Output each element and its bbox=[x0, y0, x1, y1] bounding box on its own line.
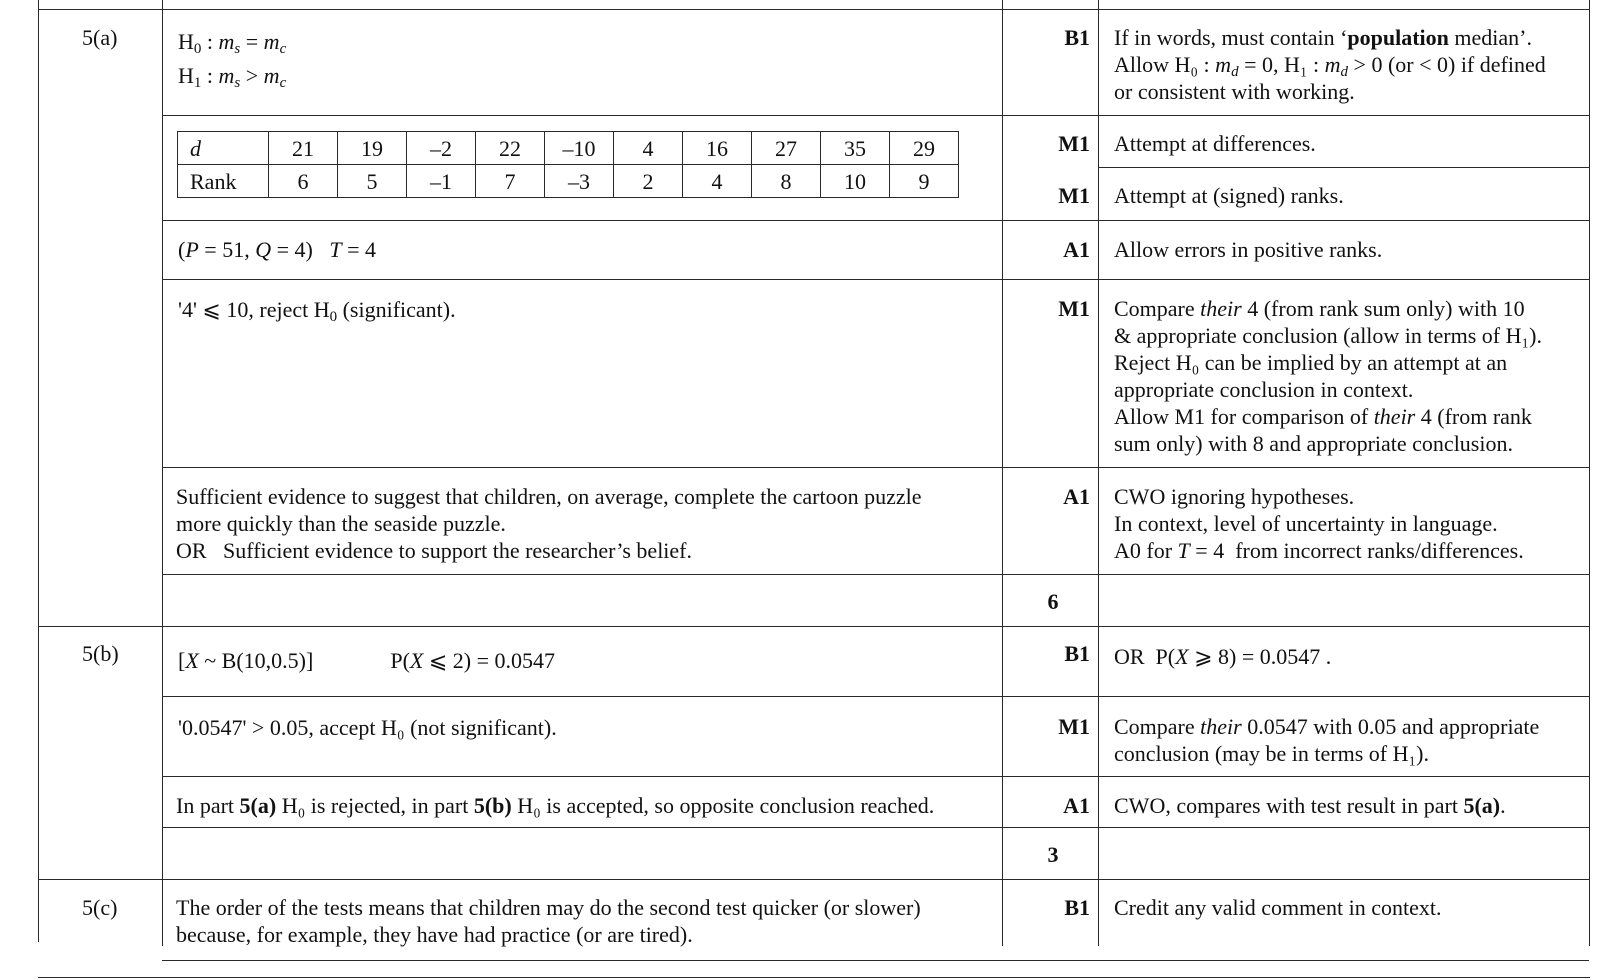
top-border bbox=[38, 9, 1590, 10]
mark-comparison: M1 bbox=[1058, 296, 1090, 321]
mark-binomial-comparison: M1 bbox=[1058, 714, 1090, 739]
difference-cell: 35 bbox=[821, 132, 890, 165]
difference-cell: 22 bbox=[476, 132, 545, 165]
mark-binomial: B1 bbox=[1064, 641, 1090, 666]
mark-conclusion: A1 bbox=[1063, 484, 1090, 509]
bottom-border bbox=[38, 977, 1590, 978]
difference-cell: 4 bbox=[614, 132, 683, 165]
mark-order-effect: B1 bbox=[1064, 895, 1090, 920]
difference-cell: 16 bbox=[683, 132, 752, 165]
question-label-5b: 5(b) bbox=[82, 641, 119, 666]
left-border bbox=[38, 0, 39, 942]
answer-column-left bbox=[162, 0, 163, 946]
section-divider bbox=[38, 879, 1590, 880]
guidance-contrast: CWO, compares with test result in part 5(a). bbox=[1114, 793, 1506, 818]
difference-cell: 27 bbox=[752, 132, 821, 165]
binomial-answer: [X ~ B(10,0.5)] P(X ⩽ 2) = 0.0547 bbox=[178, 648, 556, 673]
difference-cell: 29 bbox=[890, 132, 959, 165]
rank-cell: 8 bbox=[752, 165, 821, 198]
difference-cell: –2 bbox=[407, 132, 476, 165]
rank-cell: –1 bbox=[407, 165, 476, 198]
mark-test-statistic: A1 bbox=[1063, 237, 1090, 262]
guidance-ranks: Attempt at (signed) ranks. bbox=[1114, 183, 1344, 208]
guidance-binomial-comparison: Compare their 0.0547 with 0.05 and appropriate conclusion (may be in terms of H₁). bbox=[1114, 714, 1540, 766]
section-divider bbox=[38, 626, 1590, 627]
ranks-row-label: Rank bbox=[178, 165, 269, 198]
row-divider bbox=[162, 696, 1589, 697]
total-marks-5a: 6 bbox=[1047, 589, 1059, 614]
row-divider bbox=[162, 115, 1589, 116]
row-divider bbox=[162, 776, 1589, 777]
row-divider bbox=[162, 220, 1589, 221]
difference-cell: 19 bbox=[338, 132, 407, 165]
row-divider bbox=[162, 467, 1589, 468]
question-label-5c: 5(c) bbox=[82, 895, 118, 920]
question-label-5a: 5(a) bbox=[82, 25, 118, 50]
rank-cell: 4 bbox=[683, 165, 752, 198]
differences-row bbox=[178, 132, 959, 165]
binomial-comparison-answer: '0.0547' > 0.05, accept H₀ (not significant). bbox=[178, 715, 557, 740]
differences-row-label: d bbox=[178, 132, 269, 165]
alternative-hypothesis: $H_1$ : $m_s > m_c$ bbox=[178, 63, 287, 91]
ranks-row bbox=[178, 165, 959, 198]
answer-column-right bbox=[1002, 0, 1003, 946]
guidance-test-statistic: Allow errors in positive ranks. bbox=[1114, 237, 1383, 262]
rank-cell: 5 bbox=[338, 165, 407, 198]
rank-cell: 9 bbox=[890, 165, 959, 198]
guidance-comparison: Compare their 4 (from rank sum only) with 10 & appropriate conclusion (allow in terms of H₁). Reject H₀ can be implied by an attempt at an appropriate conclusion in context. Allow M1 for comparison of their 4 (from rank sum only) with 8 and appropriate conclusion. bbox=[1114, 296, 1543, 456]
row-divider bbox=[162, 960, 1589, 961]
guidance-conclusion: CWO ignoring hypotheses. In context, level of uncertainty in language. A0 for T = 4 from incorrect ranks/differences. bbox=[1114, 484, 1524, 563]
rank-cell: 6 bbox=[269, 165, 338, 198]
differences-ranks-table bbox=[177, 131, 959, 198]
conclusion-answer: Sufficient evidence to suggest that children, on average, complete the cartoon puzzle more quickly than the seaside puzzle. OR Sufficient evidence to support the researcher’s belief. bbox=[176, 484, 922, 563]
guidance-binomial: OR P(X ⩾ 8) = 0.0547 . bbox=[1114, 644, 1332, 669]
mark-hypotheses: B1 bbox=[1064, 25, 1090, 50]
difference-cell: –10 bbox=[545, 132, 614, 165]
rank-cell: 10 bbox=[821, 165, 890, 198]
row-divider bbox=[1098, 167, 1589, 168]
guidance-hypotheses: If in words, must contain ‘population median’. Allow H₀ : $m_d = 0$, H₁ : $m_d > 0$ (or < 0) if defined or consistent with working. bbox=[1114, 25, 1546, 104]
row-divider bbox=[162, 574, 1589, 575]
order-effect-answer: The order of the tests means that children may do the second test quicker (or slower) because, for example, they have had practice (or are tired). bbox=[176, 895, 921, 947]
row-divider bbox=[162, 827, 1589, 828]
mark-contrast: A1 bbox=[1063, 793, 1090, 818]
mark-differences: M1 bbox=[1058, 131, 1090, 156]
row-divider bbox=[162, 279, 1589, 280]
null-hypothesis: $H_0$ : $m_s = m_c$ bbox=[178, 29, 287, 57]
guidance-differences: Attempt at differences. bbox=[1114, 131, 1316, 156]
comparison-answer: '4' ⩽ 10, reject $H_0$ (significant). bbox=[178, 297, 456, 325]
guidance-order-effect: Credit any valid comment in context. bbox=[1114, 895, 1442, 920]
total-marks-5b: 3 bbox=[1047, 842, 1059, 867]
mark-column-right bbox=[1098, 0, 1099, 946]
contrast-answer: In part 5(a) H₀ is rejected, in part 5(b) H₀ is accepted, so opposite conclusion reached. bbox=[176, 793, 935, 818]
mark-ranks: M1 bbox=[1058, 183, 1090, 208]
rank-cell: 2 bbox=[614, 165, 683, 198]
rank-cell: 7 bbox=[476, 165, 545, 198]
test-statistic-answer: (P = 51, Q = 4) T = 4 bbox=[178, 237, 376, 262]
rank-cell: –3 bbox=[545, 165, 614, 198]
difference-cell: 21 bbox=[269, 132, 338, 165]
